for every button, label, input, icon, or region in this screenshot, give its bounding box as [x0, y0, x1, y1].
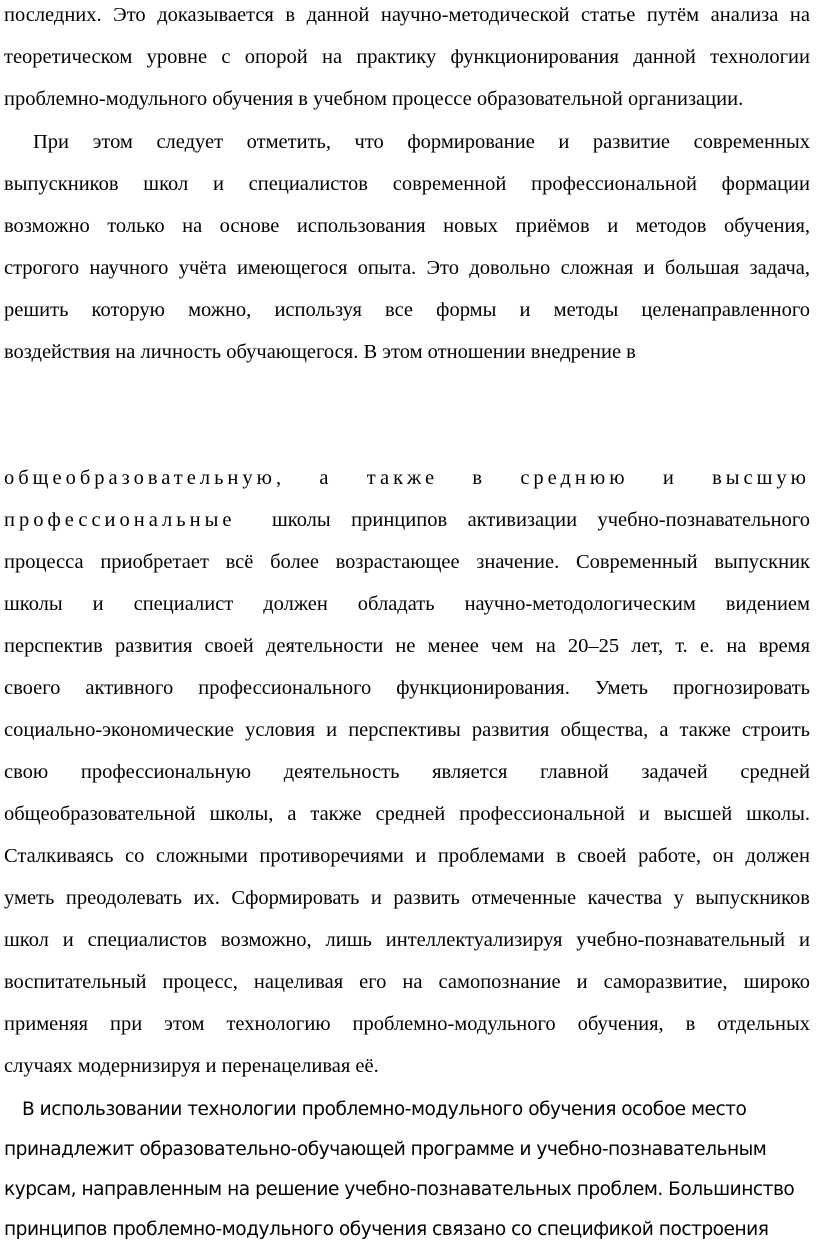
paragraph-3-line-7: социально-экономические условия и перспективы развития общества, а также строить: [4, 719, 810, 741]
paragraph-3-line-6: своего активного профессионального функционирования. Уметь прогнозировать: [4, 677, 810, 699]
paragraph-2-line-6: воздействия на личность обучающегося. В этом отношении внедрение в: [4, 341, 636, 363]
paragraph-3-line-15: случаях модернизируя и перенацеливая её.: [4, 1055, 379, 1077]
paragraph-2-line-5: решить которую можно, используя все формы и методы целенаправленного: [4, 299, 810, 321]
paragraph-4-line-3: курсам, направленным на решение учебно-познавательных проблем. Большинство: [4, 1179, 795, 1200]
paragraph-3-line-9: общеобразовательной школы, а также средней профессиональной и высшей школы.: [4, 803, 810, 825]
paragraph-3-line-3: процесса приобретает всё более возрастающее значение. Современный выпускник: [4, 551, 810, 573]
paragraph-1-line-1: последних. Это доказывается в данной научно-методической статье путём анализа на: [4, 4, 810, 26]
paragraph-1-line-3: проблемно-модульного обучения в учебном процессе образовательной организации.: [4, 88, 744, 110]
paragraph-4-line-1: В использовании технологии проблемно-модульного обучения особое место: [22, 1099, 747, 1120]
paragraph-2-line-1: При этом следует отметить, что формирование и развитие современных: [33, 131, 810, 153]
paragraph-3-line-2-rest: школы принципов активизации учебно-познавательного: [272, 509, 810, 531]
paragraph-3-line-2: [4, 506, 810, 534]
paragraph-3-line-4: школы и специалист должен обладать научно-методологическим видением: [4, 593, 810, 615]
paragraph-3-line-10: Сталкиваясь со сложными противоречиями и проблемами в своей работе, он должен: [4, 845, 810, 867]
spaced-word: профессиональные: [4, 509, 236, 531]
paragraph-3-line-13: воспитательный процесс, нацеливая его на самопознание и саморазвитие, широко: [4, 971, 810, 993]
paragraph-2-line-4: строгого научного учёта имеющегося опыта. Это довольно сложная и большая задача,: [4, 257, 810, 279]
paragraph-3-line-11: уметь преодолевать их. Сформировать и развить отмеченные качества у выпускников: [4, 887, 810, 909]
paragraph-3-spaced-line: общеобразовательную, а также в среднюю и высшую: [4, 467, 810, 489]
paragraph-4-line-4: принципов проблемно-модульного обучения связано со спецификой построения: [4, 1219, 769, 1240]
paragraph-3-line-8: свою профессиональную деятельность является главной задачей средней: [4, 761, 810, 783]
paragraph-3-line-5: перспектив развития своей деятельности не менее чем на 20–25 лет, т. е. на время: [4, 635, 810, 657]
paragraph-3-line-12: школ и специалистов возможно, лишь интеллектуализируя учебно-познавательный и: [4, 929, 810, 951]
paragraph-3-line-14: применяя при этом технологию проблемно-модульного обучения, в отдельных: [4, 1013, 810, 1035]
paragraph-1-line-2: теоретическом уровне с опорой на практику функционирования данной технологии: [4, 46, 810, 68]
paragraph-2-line-3: возможно только на основе использования новых приёмов и методов обучения,: [4, 215, 810, 237]
paragraph-2-line-2: выпускников школ и специалистов современной профессиональной формации: [4, 173, 810, 195]
paragraph-4-line-2: принадлежит образовательно-обучающей программе и учебно-познавательным: [4, 1139, 767, 1160]
